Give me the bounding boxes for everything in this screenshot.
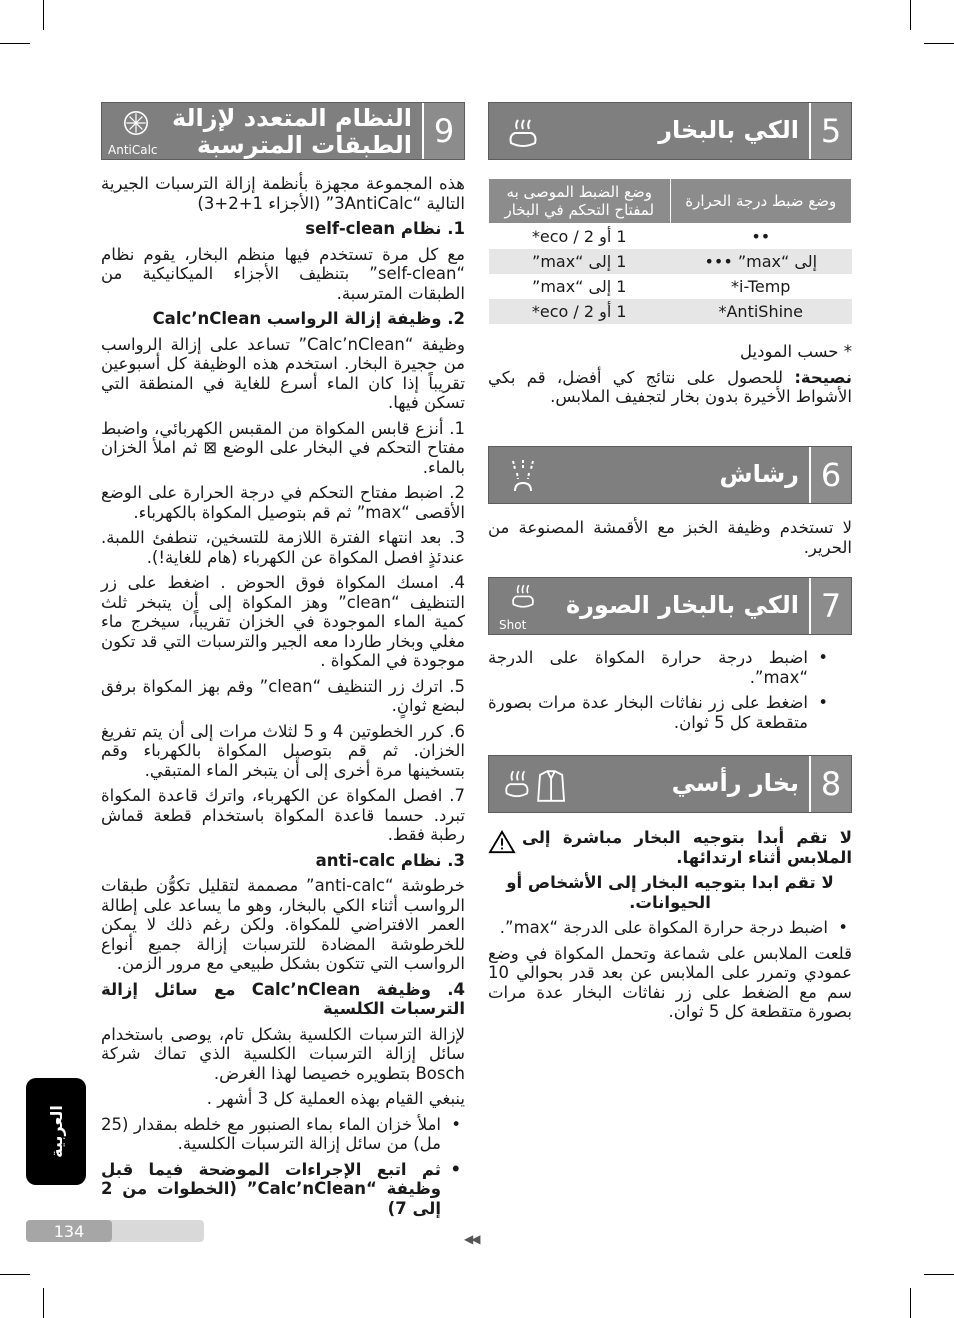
section-6-text [488, 518, 852, 563]
section-number: 5 [809, 103, 851, 159]
section-number: 6 [809, 447, 851, 503]
section-title: رشاش [719, 460, 799, 488]
crop-mark [43, 0, 44, 30]
warning-block [488, 828, 852, 867]
page-number: 134 [26, 1220, 112, 1242]
vertical-steam-icon [503, 766, 577, 806]
table-cell: 1 أو eco / 2* [489, 299, 671, 324]
table-cell: •• [751, 227, 771, 246]
section-number: 8 [809, 756, 851, 812]
anticalc-icon-label: AntiCalc [108, 143, 158, 157]
language-tab-label: العربية [46, 1105, 66, 1158]
list-item: • اضبط درجة حرارة المكواة على الدرجة “max”. [488, 918, 852, 938]
warning-icon [488, 830, 516, 854]
spray-icon [503, 457, 543, 497]
step-item: 1. أنزع قابس المكواة من المقبس الكهربائي، واضبط مفتاح التحكم في البخار على الوضع ⊠ ثم املأ الخزان بالماء. [101, 418, 465, 477]
table-header-steam: وضع الضبط الموصى به لمفتاح التحكم في البخار [489, 179, 671, 224]
section-8-list [488, 918, 852, 938]
paragraph: لإزالة الترسبات الكلسية بشكل تام، يوصى باستخدام سائل إزالة الترسبات الكلسية الذي تماك شركة Bosch بتطويره خصيصا لهذا الغرض. [101, 1024, 465, 1083]
steam-icon [503, 113, 543, 153]
crop-mark [910, 1288, 911, 1318]
section-7-text [488, 648, 832, 738]
section-number: 7 [809, 578, 851, 634]
paragraph: ينبغي القيام بهذه العملية كل 3 أشهر . [206, 1089, 465, 1108]
section-6-header [488, 446, 852, 504]
section-8-paragraph: قلعت الملابس على شماعة وتحمل المكواة في وضع عمودي وتمرر على الملابس عن بعد قدر بحوالي 10 سم مع الضغط على زر نفاثات البخار عدة مرات بصورة متقطعة كل 5 ثوان. [488, 943, 852, 1021]
section-9-text [101, 174, 465, 1224]
step-item: 4. امسك المكواة فوق الحوض . اضغط على زر التنظيف “clean” وهز المكواة إلى أن يتبخر ثلث كمية الماء الموجودة في الخزان تقريباً، سيخرج ماء مغلي وبخار طاردا معه الجير والترسبات التي قد تكون موجودة في المكواة . [101, 573, 465, 670]
section-9-list [101, 1115, 465, 1219]
intro-paragraph: هذه المجموعة مجهزة بأنظمة إزالة الترسبات الجيرية التالية “3AntiCalc” (الأجزاء 1+2+3) [101, 174, 465, 213]
subheading-anti-calc: 3. نظام anti-calc [315, 850, 465, 870]
step-item: 3. بعد انتهاء الفترة اللازمة للتسخين، تنطفئ اللمبة. عندئذٍ افصل المكواة عن الكهرباء (هام للغاية!). [101, 528, 465, 567]
subheading-self-clean: 1. نظام self-clean [305, 219, 465, 238]
warning-text-2: لا تقم ابدا بتوجيه البخار إلى الأشخاص أو الحيوانات. [506, 873, 834, 912]
anticalc-icon [120, 107, 152, 139]
paragraph: وظيفة “Calc’nClean” تساعد على إزالة الرواسب من حجيرة البخار. استخدم هذه الوظيفة كل أسبوعين تقريباً إذا كان الماء أسرع للغاية في المنطقة التي تسكن فيها. [101, 334, 465, 412]
section-title-line-1: النظام المتعدد لإزالة [171, 104, 412, 132]
section-title: الكي بالبخار الصورة [565, 591, 799, 619]
section-title: الكي بالبخار [658, 116, 799, 144]
table-cell: إلى “max” ••• [670, 249, 852, 274]
tip-label: نصيحة: [794, 367, 852, 387]
section-7-list [488, 648, 832, 732]
section-title: بخار رأسي [671, 769, 799, 797]
table-footnote: * حسب الموديل [740, 342, 852, 361]
step-item: 2. اضبط مفتاح التحكم في درجة الحرارة على الوضع الأقصى “max” ثم قم بتوصيل المكواة بالكهرباء. [101, 483, 465, 522]
section-5-text [488, 342, 852, 413]
crop-mark [910, 0, 911, 30]
section-number: 9 [422, 103, 464, 159]
temperature-table [488, 178, 852, 324]
subheading-calcnclean-liquid: 4. وظيفة Calc’nClean مع سائل إزالة الترسبات الكلسية [101, 979, 465, 1018]
list-item: • املأ خزان الماء بماء الصنبور مع خلطه بمقدار (25 مل) من سائل إزالة الترسبات الكلسية. [101, 1115, 465, 1154]
shot-icon-label: Shot [499, 618, 527, 632]
list-item: • اضغط على زر نفاثات البخار عدة مرات بصورة متقطعة كل 5 ثوان. [488, 693, 832, 732]
section-8-header [488, 755, 852, 813]
tip-text: للحصول على نتائج كي أفضل، قم بكي الأشواط الأخيرة بدون بخار لتجفيف الملابس. [488, 367, 852, 406]
paragraph: مع كل مرة تستخدم فيها منظم البخار، يقوم نظام “self-clean” بتنظيف الأجزاء الميكانيكية من الطبقات المترسبة. [101, 244, 465, 303]
step-item: 6. كرر الخطوتين 4 و 5 لثلاث مرات إلى أن يتم تفريغ الخزان. ثم قم بتوصيل المكواة بالكهرباء وقم بتسخينها مرة أخرى إلى أن يتبخر الماء المتبقي. [101, 721, 465, 780]
crop-mark [0, 1274, 30, 1275]
language-tab [26, 1078, 86, 1185]
warning-text: لا تقم أبدا بتوجيه البخار مباشرة إلى الملابس أثناء ارتدائها. [522, 828, 852, 867]
crop-mark [924, 1274, 954, 1275]
paragraph: خرطوشة “anti-calc” مصممة لتقليل تكوُّن طبقات الرواسب أثناء الكي بالبخار، وهو ما يساعد على إطالة العمر الافتراضي للمكواة. ولكن رغم ذلك لا يمكن للخرطوشة المضادة للترسبات إزالة جميع أنواع الرواسب التي تتكون بشكل طبيعي مع مرور الزمن. [101, 876, 465, 973]
step-item: 7. افصل المكواة عن الكهرباء، واترك قاعدة المكواة تبرد. حسما قاعدة المكواة باستخدام قطعة قماش رطبة فقط. [101, 786, 465, 844]
table-cell: AntiShine* [670, 299, 852, 324]
table-cell: 1 إلى “max” [532, 277, 627, 296]
nav-arrows-icon: ◀◀ [464, 1232, 479, 1246]
section-9-header [101, 102, 465, 160]
spray-note: لا تستخدم وظيفة الخبز مع الأقمشة المصنوعة من الحرير. [488, 518, 852, 557]
section-7-header [488, 577, 852, 635]
section-5-header [488, 102, 852, 160]
tip-paragraph [488, 368, 852, 407]
crop-mark [924, 43, 954, 44]
shot-steam-icon [503, 582, 543, 614]
list-item: • اضبط درجة حرارة المكواة على الدرجة “max”. [488, 648, 832, 687]
step-item: 5. اترك زر التنظيف “clean” وقم بهز المكواة برفق لبضع ثوانٍ. [101, 676, 465, 715]
section-8-text [488, 828, 852, 1028]
crop-mark [43, 1288, 44, 1318]
section-title-line-2: الطبقات المترسبة [196, 131, 412, 159]
crop-mark [0, 43, 30, 44]
subheading-calcnclean: 2. وظيفة إزالة الرواسب Calc’nClean [152, 309, 465, 328]
table-header-temp: وضع ضبط درجة الحرارة [670, 179, 852, 224]
table-cell: 1 إلى “max” [489, 249, 671, 274]
table-cell: i-Temp* [731, 277, 791, 296]
table-cell: 1 أو eco / 2* [531, 227, 627, 246]
list-item: • ثم اتبع الإجراءات الموضحة فيما قبل وظيفة “Calc’nClean” (الخطوات من 2 إلى 7) [101, 1160, 465, 1219]
